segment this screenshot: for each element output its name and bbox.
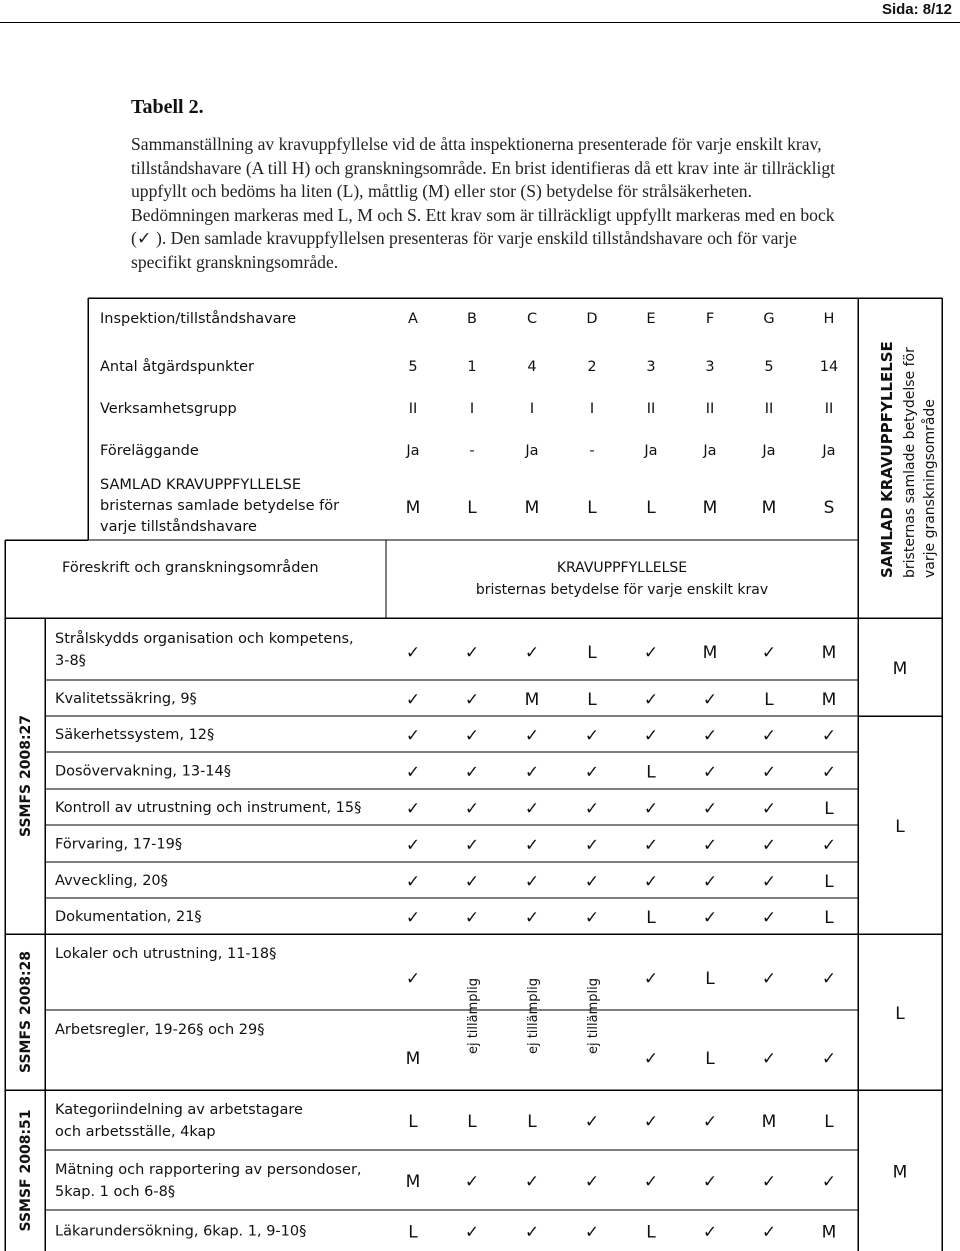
check-mark: ✓	[702, 908, 718, 928]
check-mark: ✓	[584, 872, 600, 892]
check-mark: ✓	[524, 643, 540, 663]
check-mark: ✓	[464, 762, 480, 783]
assessment-cell: L	[587, 690, 597, 710]
check-mark: ✓	[761, 835, 777, 856]
check-mark: ✓	[584, 726, 600, 746]
requirement-label: Säkerhetssystem, 12§	[55, 727, 215, 743]
info-cell: 5	[408, 359, 418, 375]
requirement-label: Kontroll av utrustning och instrument, 15§	[55, 800, 362, 816]
info-cell: Ja	[644, 443, 658, 459]
assessment-cell: M	[761, 1112, 777, 1132]
check-mark: ✓	[761, 643, 777, 663]
not-applicable-label: ej tillämplig	[586, 977, 601, 1055]
check-mark: ✓	[524, 1172, 540, 1192]
info-row-label: Antal åtgärdspunkter	[100, 359, 254, 375]
assessment-cell: M	[821, 643, 837, 663]
info-cell: E	[646, 311, 656, 327]
check-mark: ✓	[761, 1222, 777, 1243]
check-mark: ✓	[405, 643, 421, 663]
assessment-cell: L	[587, 643, 597, 663]
check-mark: ✓	[702, 726, 718, 746]
check-mark: ✓	[464, 872, 480, 892]
assessment-cell: L	[764, 690, 774, 710]
info-cell: Ja	[406, 443, 420, 459]
requirement-label: Förvaring, 17-19§	[55, 836, 183, 853]
check-mark: ✓	[643, 969, 659, 989]
check-mark: ✓	[464, 835, 480, 856]
check-mark: ✓	[702, 1222, 718, 1243]
info-cell: Ja	[762, 443, 776, 459]
info-cell: C	[526, 311, 538, 327]
section-header-left: Föreskrift och granskningsområden	[62, 560, 319, 576]
info-cell: I	[589, 401, 595, 417]
check-mark: ✓	[643, 726, 659, 746]
check-mark: ✓	[702, 799, 718, 819]
info-cell: II	[764, 401, 774, 417]
check-mark: ✓	[761, 799, 777, 819]
info-row-label: Föreläggande	[100, 443, 199, 459]
requirement-label: 5kap. 1 och 6-8§	[55, 1184, 176, 1200]
check-mark: ✓	[524, 1222, 540, 1243]
check-mark: ✓	[405, 835, 421, 856]
assessment-cell: L	[824, 872, 834, 892]
summary-cell: M	[405, 498, 421, 518]
info-cell: F	[705, 311, 715, 327]
check-mark: ✓	[405, 690, 421, 710]
section-header-right-sub: bristernas betydelse för varje enskilt krav	[475, 582, 769, 598]
assessment-cell: L	[646, 1222, 656, 1243]
info-row-label: Inspektion/tillståndshavare	[100, 311, 297, 327]
check-mark: ✓	[702, 1172, 718, 1192]
section-header-right-title: KRAVUPPFYLLELSE	[556, 560, 688, 576]
check-mark: ✓	[821, 1049, 837, 1069]
requirement-label: Avveckling, 20§	[55, 873, 168, 889]
requirement-label: och arbetsställe, 4kap	[55, 1124, 216, 1140]
info-cell: II	[705, 401, 715, 417]
assessment-cell: L	[705, 1049, 715, 1069]
assessment-cell: M	[821, 1222, 837, 1243]
check-mark: ✓	[584, 1222, 600, 1243]
assessment-cell: M	[405, 1049, 421, 1069]
check-mark: ✓	[584, 799, 600, 819]
info-cell: 3	[705, 359, 715, 375]
info-row-label: Verksamhetsgrupp	[100, 401, 237, 417]
summary-cell: L	[646, 498, 656, 518]
check-mark: ✓	[761, 1049, 777, 1069]
check-mark: ✓	[464, 908, 480, 928]
check-mark: ✓	[405, 908, 421, 928]
check-mark: ✓	[405, 762, 421, 783]
assessment-cell: L	[646, 762, 656, 783]
check-mark: ✓	[524, 872, 540, 892]
summary-row-label: bristernas samlade betydelse för	[100, 498, 340, 514]
requirement-label: Lokaler och utrustning, 11-18§	[55, 946, 277, 962]
info-cell: A	[408, 311, 418, 327]
check-mark: ✓	[643, 643, 659, 663]
info-cell: 2	[587, 359, 597, 375]
check-mark: ✓	[464, 1172, 480, 1192]
assessment-cell: L	[646, 908, 656, 928]
not-applicable-label: ej tillämplig	[526, 977, 541, 1055]
info-cell: B	[467, 311, 477, 327]
check-mark: ✓	[405, 969, 421, 989]
check-mark: ✓	[524, 799, 540, 819]
info-cell: I	[529, 401, 535, 417]
check-mark: ✓	[761, 1172, 777, 1192]
info-cell: 14	[819, 359, 839, 375]
check-mark: ✓	[524, 835, 540, 856]
requirement-label: Läkarundersökning, 6kap. 1, 9-10§	[55, 1223, 307, 1240]
info-cell: 4	[527, 359, 537, 375]
check-mark: ✓	[405, 726, 421, 746]
info-cell: Ja	[525, 443, 539, 459]
check-mark: ✓	[405, 872, 421, 892]
requirement-label: Kategoriindelning av arbetstagare	[55, 1102, 303, 1118]
table-description: Sammanställning av kravuppfyllelse vid de åtta inspektionerna presenterade för varje enskilt krav, tillståndshavare (A till H) och granskningsområde. En brist identifieras då ett krav inte är tillräckligt uppfyllt och bedöms ha liten (L), måttlig (M) eller stor (S) betydelse för strålsäkerheten. Bedömningen markeras med L, M och S. Ett krav som är tillräckligt uppfyllt markeras med en bock (✓ ). Den samlade kravuppfyllelsen presenteras för varje enskild tillståndshavare och för varje specifikt granskningsområde.	[131, 134, 836, 272]
summary-cell: M	[702, 498, 718, 518]
group-summary-cell: M	[892, 1162, 908, 1183]
assessment-cell: M	[524, 690, 540, 710]
group-name: SSMFS 2008:27	[18, 714, 34, 838]
group-name: SSMSF 2008:51	[18, 1109, 34, 1232]
requirement-label: 3-8§	[55, 653, 86, 669]
info-cell: D	[586, 311, 598, 327]
check-mark: ✓	[584, 1112, 600, 1132]
info-cell: G	[763, 311, 775, 327]
assessment-cell: L	[467, 1112, 477, 1132]
info-cell: II	[824, 401, 834, 417]
check-mark: ✓	[761, 762, 777, 783]
check-mark: ✓	[464, 726, 480, 746]
info-cell: H	[823, 311, 835, 327]
check-mark: ✓	[821, 835, 837, 856]
info-cell: -	[589, 443, 595, 459]
check-mark: ✓	[584, 835, 600, 856]
summary-row-label: varje tillståndshavare	[100, 519, 257, 535]
check-mark: ✓	[761, 969, 777, 989]
right-column-header-line3: varje granskningsområde	[922, 399, 938, 578]
not-applicable-label: ej tillämplig	[466, 977, 481, 1055]
check-mark: ✓	[821, 1172, 837, 1192]
group-name: SSMFS 2008:28	[18, 950, 34, 1074]
assessment-cell: M	[405, 1172, 421, 1192]
info-cell: 5	[764, 359, 774, 375]
summary-cell: L	[467, 498, 477, 518]
check-mark: ✓	[643, 872, 659, 892]
assessment-cell: L	[527, 1112, 537, 1132]
check-mark: ✓	[821, 969, 837, 989]
right-column-header-line2: bristernas samlade betydelse för	[902, 347, 918, 578]
check-mark: ✓	[464, 799, 480, 819]
check-mark: ✓	[464, 1222, 480, 1243]
check-mark: ✓	[584, 762, 600, 783]
check-mark: ✓	[761, 726, 777, 746]
check-mark: ✓	[702, 872, 718, 892]
assessment-cell: L	[408, 1112, 418, 1132]
right-column-header-title: SAMLAD KRAVUPPFYLLELSE	[878, 341, 896, 578]
page-number: Sida: 8/12	[881, 1, 952, 18]
requirement-label: Dosövervakning, 13-14§	[55, 763, 232, 780]
check-mark: ✓	[761, 908, 777, 928]
check-mark: ✓	[702, 762, 718, 783]
check-mark: ✓	[464, 690, 480, 710]
summary-cell: M	[761, 498, 777, 518]
group-summary-cell: L	[895, 1004, 905, 1024]
info-cell: II	[646, 401, 656, 417]
assessment-cell: L	[824, 1112, 834, 1132]
info-cell: Ja	[703, 443, 717, 459]
check-mark: ✓	[643, 835, 659, 856]
check-mark: ✓	[643, 690, 659, 710]
check-mark: ✓	[821, 762, 837, 783]
check-mark: ✓	[524, 762, 540, 783]
check-mark: ✓	[821, 726, 837, 746]
check-mark: ✓	[405, 799, 421, 819]
check-mark: ✓	[524, 726, 540, 746]
check-mark: ✓	[464, 643, 480, 663]
assessment-cell: M	[821, 690, 837, 710]
check-mark: ✓	[643, 1112, 659, 1132]
assessment-cell: L	[408, 1222, 418, 1243]
info-cell: Ja	[822, 443, 836, 459]
check-mark: ✓	[702, 1112, 718, 1132]
assessment-cell: L	[824, 908, 834, 928]
info-cell: II	[408, 401, 418, 417]
check-mark: ✓	[643, 1172, 659, 1192]
check-mark: ✓	[584, 1172, 600, 1192]
requirement-label: Mätning och rapportering av persondoser,	[55, 1162, 362, 1178]
check-mark: ✓	[584, 908, 600, 928]
summary-cell: S	[823, 498, 835, 518]
info-cell: -	[469, 443, 475, 459]
summary-cell: M	[524, 498, 540, 518]
assessment-cell: L	[824, 799, 834, 819]
summary-cell: L	[587, 498, 597, 518]
summary-row-label: SAMLAD KRAVUPPFYLLELSE	[100, 477, 301, 493]
requirement-label: Kvalitetssäkring, 9§	[55, 691, 197, 707]
check-mark: ✓	[761, 872, 777, 892]
check-mark: ✓	[643, 799, 659, 819]
table-title: Tabell 2.	[131, 96, 204, 118]
check-mark: ✓	[702, 690, 718, 710]
requirement-label: Strålskydds organisation och kompetens,	[55, 631, 354, 647]
info-cell: 1	[467, 359, 477, 375]
info-cell: 3	[646, 359, 656, 375]
group-summary-cell: L	[895, 817, 905, 837]
check-mark: ✓	[524, 908, 540, 928]
requirement-label: Arbetsregler, 19-26§ och 29§	[55, 1022, 265, 1038]
assessment-cell: L	[705, 969, 715, 989]
assessment-cell: M	[702, 643, 718, 663]
check-mark: ✓	[643, 1049, 659, 1069]
group-summary-cell: M	[892, 659, 908, 679]
info-cell: I	[469, 401, 475, 417]
requirement-label: Dokumentation, 21§	[55, 909, 202, 925]
check-mark: ✓	[702, 835, 718, 856]
